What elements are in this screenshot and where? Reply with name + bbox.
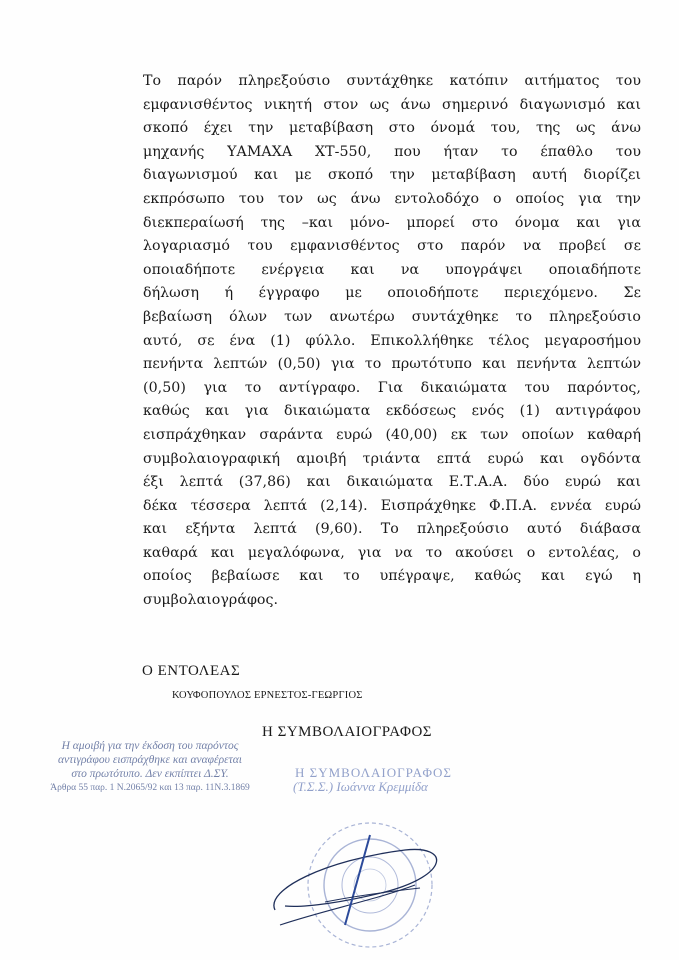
body-line: εμφανισθέντος νικητή στον ως άνω σημερινό διαγωνισμό και (143, 96, 641, 113)
body-line: συμβολαιογραφική αμοιβή τριάντα επτά ευρώ και ογδόντα (143, 450, 641, 467)
body-line: δέκα τέσσερα λεπτά (2,14). Εισπράχθηκε Φ.Π.Α. εννέα ευρώ (143, 497, 641, 514)
principal-name: ΚΟΥΦΟΠΟΥΛΟΣ ΕΡΝΕΣΤΟΣ-ΓΕΩΡΓΙΟΣ (172, 690, 363, 701)
body-line: οποίος βεβαίωσε και το υπέγραψε, καθώς και εγώ η (143, 568, 641, 585)
principal-label: Ο ΕΝΤΟΛΕΑΣ (142, 663, 241, 679)
fee-stamp-line: αντιγράφου εισπράχθηκε και αναφέρεται (58, 754, 242, 766)
signature-icon (265, 830, 455, 940)
document-body (143, 70, 641, 613)
body-line: σκοπό έχει την μεταβίβαση στο όνομά του, της ως άνω (143, 120, 641, 137)
body-line: λογαριασμό του εμφανισθέντος στο παρόν να προβεί σε (143, 238, 641, 255)
body-line: διαγωνισμού και με σκοπό την μεταβίβαση αυτή διορίζει (143, 167, 641, 184)
body-line: και εξήντα λεπτά (9,60). Το πληρεξούσιο αυτό διάβασα (143, 521, 641, 538)
body-line: εκπρόσωπο του τον ως άνω εντολοδόχο ο οποίος για την (143, 190, 641, 207)
fee-stamp-line: Η αμοιβή για την έκδοση του παρόντος (61, 740, 239, 752)
notary-label: Η ΣΥΜΒΟΛΑΙΟΓΡΑΦΟΣ (262, 724, 433, 740)
notary-stamp-name: (Τ.Σ.Σ.) Ιωάννα Κρεμμίδα (293, 779, 428, 794)
body-line: βεβαίωση όλων των ανωτέρω συντάχθηκε το πληρεξούσιο (143, 308, 641, 325)
body-line: καθώς και για δικαιώματα εκδόσεως ενός (1) αντιγράφου (143, 403, 641, 420)
body-line: πενήντα λεπτών (0,50) για το πρωτότυπο και πενήντα λεπτών (143, 356, 641, 373)
body-line: έξι λεπτά (37,86) και δικαιώματα Ε.Τ.Α.Α. δύο ευρώ και (143, 474, 641, 491)
body-line: αυτό, σε ένα (1) φύλλο. Επικολλήθηκε τέλος μεγαροσήμου (143, 332, 641, 349)
body-line: οποιαδήποτε ενέργεια και να υπογράψει οποιαδήποτε (143, 261, 641, 278)
body-line: (0,50) για το αντίγραφο. Για δικαιώματα του παρόντος, (143, 379, 641, 396)
fee-stamp (25, 739, 275, 795)
fee-stamp-line: στο πρωτότυπο. Δεν εκπίπτει Δ.ΣΥ. (71, 768, 229, 780)
body-line: καθαρά και μεγαλόφωνα, για να το ακούσει ο εντολέας, ο (143, 544, 641, 561)
body-line: μηχανής ΥΑΜΑΧΑ ΧΤ-550, που ήταν το έπαθλο του (143, 143, 641, 160)
fee-stamp-law: Άρθρα 55 παρ. 1 Ν.2065/92 και 13 παρ. 11Ν.3.1869 (50, 783, 250, 793)
body-line: συμβολαιογράφος. (143, 592, 279, 609)
body-line: εισπράχθηκαν σαράντα ευρώ (40,00) εκ των οποίων καθαρή (143, 426, 641, 443)
notary-stamp-title: Η ΣΥΜΒΟΛΑΙΟΓΡΑΦΟΣ (295, 765, 452, 780)
body-line: διεκπεραίωσή της –και μόνο- μπορεί στο όνομα και για (143, 214, 641, 231)
body-line: Το παρόν πληρεξούσιο συντάχθηκε κατόπιν αιτήματος του (143, 73, 641, 89)
body-line: δήλωση ή έγγραφο με οποιοδήποτε περιεχόμενο. Σε (143, 285, 641, 302)
